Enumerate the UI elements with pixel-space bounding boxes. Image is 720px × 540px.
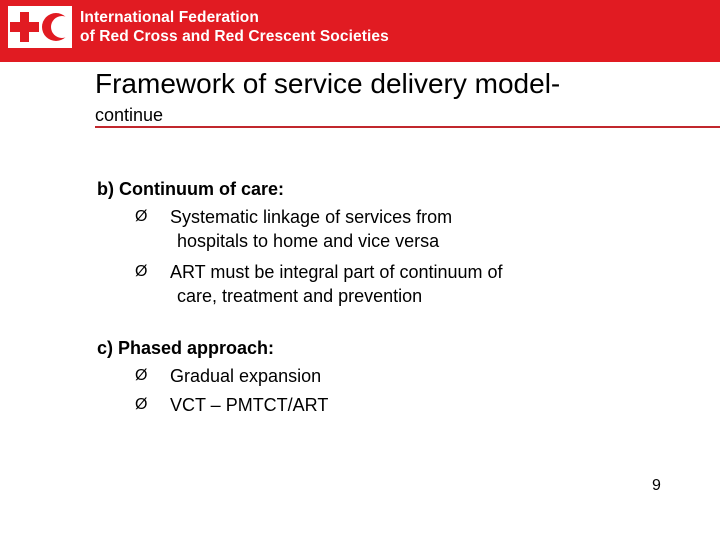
red-cross-icon: [10, 12, 39, 42]
bullet-arrow-icon: Ø: [135, 396, 148, 413]
bullet-art-integral: [170, 260, 503, 308]
bullet-line-continued: care, treatment and prevention: [177, 286, 423, 306]
bullet-arrow-icon: Ø: [135, 263, 148, 280]
bullet-systematic-linkage: [170, 205, 452, 253]
page-number: 9: [652, 477, 661, 494]
bullet-vct-pmtct: [170, 393, 328, 417]
bullet-line: VCT – PMTCT/ART: [170, 395, 329, 415]
ifrc-logo: [8, 6, 72, 48]
bullet-line: ART must be integral part of continuum of: [170, 262, 503, 282]
section-heading-phased: c) Phased approach:: [97, 338, 275, 358]
header-banner: [0, 0, 720, 62]
organization-name: [80, 8, 389, 46]
section-heading-continuum: b) Continuum of care:: [97, 179, 284, 199]
org-name-line-1: International Federation: [80, 9, 259, 26]
bullet-line: Systematic linkage of services from: [170, 207, 453, 227]
slide-title: Framework of service delivery model-: [95, 68, 561, 99]
org-name-line-2: of Red Cross and Red Crescent Societies: [80, 28, 389, 45]
slide-subtitle: continue: [95, 105, 164, 125]
bullet-arrow-icon: Ø: [135, 208, 148, 225]
bullet-line-continued: hospitals to home and vice versa: [177, 231, 440, 251]
title-divider: [95, 126, 720, 128]
red-crescent-icon: [42, 13, 72, 41]
bullet-arrow-icon: Ø: [135, 367, 148, 384]
bullet-gradual-expansion: [170, 364, 321, 388]
bullet-line: Gradual expansion: [170, 366, 322, 386]
